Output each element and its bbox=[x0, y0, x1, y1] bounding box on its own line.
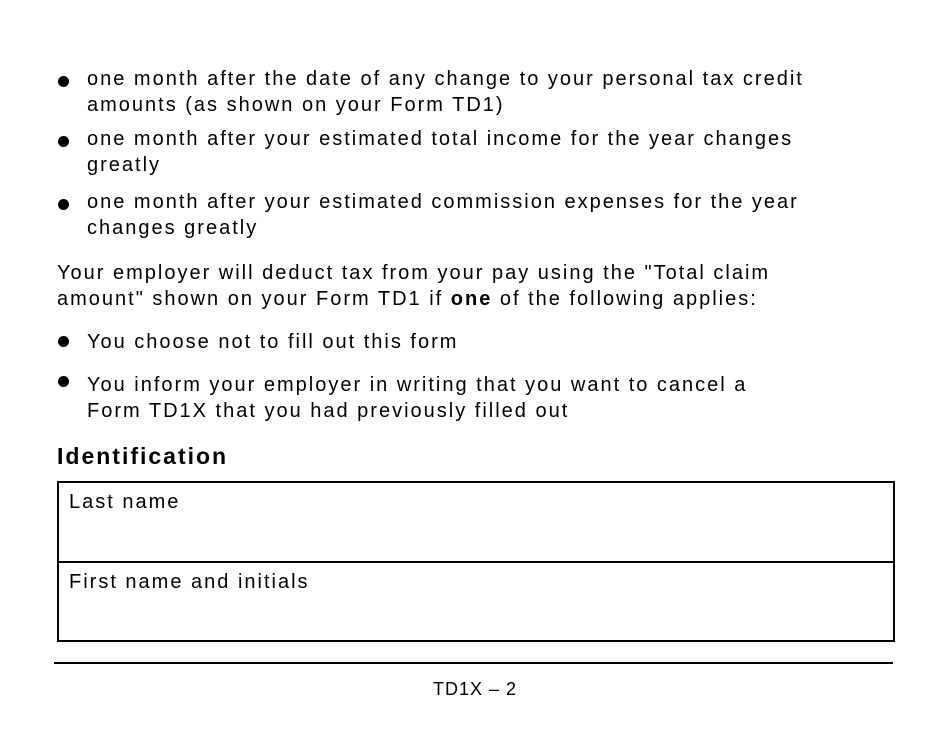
bullet-icon bbox=[58, 136, 69, 147]
bullet-text bbox=[87, 189, 877, 241]
bullet-text bbox=[87, 126, 877, 178]
bullet-line: one month after your estimated commission expenses for the year bbox=[87, 191, 799, 213]
bullet-line: You inform your employer in writing that you want to cancel a bbox=[87, 374, 748, 396]
last-name-field[interactable] bbox=[59, 483, 893, 563]
paragraph-text: amount" shown on your Form TD1 if bbox=[57, 288, 451, 310]
paragraph-line bbox=[57, 286, 877, 312]
paragraph-text: of the following applies: bbox=[492, 288, 758, 310]
bullet-icon bbox=[58, 376, 69, 387]
paragraph-line: Your employer will deduct tax from your pay using the "Total claim bbox=[57, 262, 771, 284]
page-number: TD1X – 2 bbox=[432, 679, 518, 699]
bullet-line: one month after your estimated total income for the year changes bbox=[87, 128, 794, 150]
bullet-line: amounts (as shown on your Form TD1) bbox=[87, 94, 505, 116]
bullet-line: one month after the date of any change to your personal tax credit bbox=[87, 68, 804, 90]
bullet-text bbox=[87, 372, 877, 424]
bullet-icon bbox=[58, 336, 69, 347]
bullet-icon bbox=[58, 76, 69, 87]
bullet-text bbox=[87, 329, 877, 355]
bullet-icon bbox=[58, 199, 69, 210]
identification-box bbox=[57, 481, 895, 642]
bullet-line: Form TD1X that you had previously filled out bbox=[87, 400, 570, 422]
deduction-paragraph bbox=[57, 260, 877, 312]
identification-heading: Identification bbox=[57, 443, 229, 469]
bullet-text bbox=[87, 66, 877, 118]
bullet-line: changes greatly bbox=[87, 217, 259, 239]
first-name-field[interactable] bbox=[59, 563, 893, 641]
bullet-line: You choose not to fill out this form bbox=[87, 331, 459, 353]
first-name-label: First name and initials bbox=[69, 571, 310, 593]
paragraph-emphasis: one bbox=[450, 288, 493, 310]
bullet-line: greatly bbox=[87, 154, 162, 176]
last-name-label: Last name bbox=[69, 491, 181, 513]
footer-divider bbox=[54, 662, 893, 664]
